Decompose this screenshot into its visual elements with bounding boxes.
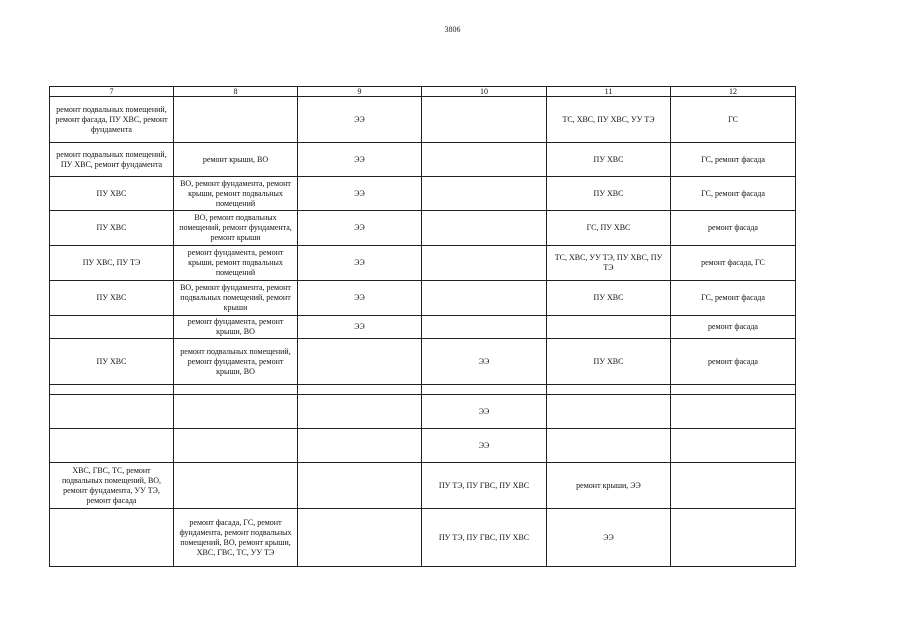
table-cell: ПУ ХВС [50, 177, 174, 211]
table-row [50, 395, 796, 429]
table-cell [298, 429, 422, 463]
table-cell: ЭЭ [298, 97, 422, 143]
column-header: 12 [671, 87, 796, 97]
table-cell [50, 316, 174, 339]
table-cell [671, 509, 796, 567]
table-cell [174, 429, 298, 463]
table-cell: ЭЭ [422, 395, 547, 429]
column-header: 7 [50, 87, 174, 97]
table-cell: ЭЭ [298, 143, 422, 177]
table-cell: ПУ ХВС, ПУ ТЭ [50, 246, 174, 281]
table-cell [422, 211, 547, 246]
table-cell: ремонт фасада [671, 339, 796, 385]
table-cell: ремонт подвальных помещений, ремонт фасада, ПУ ХВС, ремонт фундамента [50, 97, 174, 143]
table-cell: ВО, ремонт фундамента, ремонт крыши, ремонт подвальных помещений [174, 177, 298, 211]
table-cell [298, 463, 422, 509]
table-cell: ПУ ХВС [547, 177, 671, 211]
data-table [49, 86, 796, 567]
table-row [50, 463, 796, 509]
table-cell [422, 385, 547, 395]
table-cell: ГС [671, 97, 796, 143]
table-cell [50, 509, 174, 567]
table-cell: ПУ ТЭ, ПУ ГВС, ПУ ХВС [422, 463, 547, 509]
header-row [50, 87, 796, 97]
table-row [50, 339, 796, 385]
table-cell: ЭЭ [422, 339, 547, 385]
table-cell [298, 385, 422, 395]
table-cell [298, 339, 422, 385]
column-header: 11 [547, 87, 671, 97]
table-cell [671, 385, 796, 395]
table-cell: ПУ ХВС [547, 339, 671, 385]
table-cell [547, 395, 671, 429]
table-row [50, 385, 796, 395]
table-cell: ГС, ПУ ХВС [547, 211, 671, 246]
table-row [50, 509, 796, 567]
table-cell: ЭЭ [298, 177, 422, 211]
table-cell: ПУ ХВС [50, 281, 174, 316]
table-cell: ЭЭ [298, 211, 422, 246]
table-row [50, 211, 796, 246]
table-cell [50, 429, 174, 463]
table-cell: ЭЭ [422, 429, 547, 463]
table-cell [422, 281, 547, 316]
table-row [50, 143, 796, 177]
table-cell: ПУ ТЭ, ПУ ГВС, ПУ ХВС [422, 509, 547, 567]
column-header: 9 [298, 87, 422, 97]
table-cell [671, 429, 796, 463]
table-cell: ремонт фундамента, ремонт крыши, ВО [174, 316, 298, 339]
table-cell [422, 143, 547, 177]
table-cell [671, 395, 796, 429]
table-cell [547, 316, 671, 339]
table-cell [422, 316, 547, 339]
table-cell [298, 395, 422, 429]
table-cell: ВО, ремонт подвальных помещений, ремонт фундамента, ремонт крыши [174, 211, 298, 246]
table-cell: ГС, ремонт фасада [671, 143, 796, 177]
table-cell: ремонт фасада, ГС [671, 246, 796, 281]
table-cell [174, 463, 298, 509]
table-cell: ремонт подвальных помещений, ремонт фундамента, ремонт крыши, ВО [174, 339, 298, 385]
table-cell [422, 246, 547, 281]
table-cell: ТС, ХВС, ПУ ХВС, УУ ТЭ [547, 97, 671, 143]
table-cell: ремонт фасада [671, 211, 796, 246]
table-row [50, 429, 796, 463]
table-row [50, 316, 796, 339]
table-cell [174, 395, 298, 429]
table-cell [547, 429, 671, 463]
table-cell: ТС, ХВС, УУ ТЭ, ПУ ХВС, ПУ ТЭ [547, 246, 671, 281]
table-cell: ПУ ХВС [50, 211, 174, 246]
table-row [50, 177, 796, 211]
table-cell: ХВС, ГВС, ТС, ремонт подвальных помещений, ВО, ремонт фундамента, УУ ТЭ, ремонт фасада [50, 463, 174, 509]
table-cell [298, 509, 422, 567]
table-cell: ЭЭ [298, 281, 422, 316]
table-row [50, 97, 796, 143]
table-cell: ремонт крыши, ВО [174, 143, 298, 177]
table-row [50, 246, 796, 281]
column-header: 8 [174, 87, 298, 97]
table-cell [174, 97, 298, 143]
table-cell: ГС, ремонт фасада [671, 281, 796, 316]
table-cell: ЭЭ [547, 509, 671, 567]
table-cell: ГС, ремонт фасада [671, 177, 796, 211]
table-row [50, 281, 796, 316]
table-cell: ПУ ХВС [547, 281, 671, 316]
table-cell [422, 177, 547, 211]
table-cell: ПУ ХВС [547, 143, 671, 177]
table-cell [547, 385, 671, 395]
table-cell: ремонт фасада [671, 316, 796, 339]
table-cell [174, 385, 298, 395]
column-header: 10 [422, 87, 547, 97]
table-cell [422, 97, 547, 143]
table-cell: ВО, ремонт фундамента, ремонт подвальных помещений, ремонт крыши [174, 281, 298, 316]
table-cell: ремонт фундамента, ремонт крыши, ремонт подвальных помещений [174, 246, 298, 281]
table-cell: ЭЭ [298, 316, 422, 339]
table-cell: ремонт фасада, ГС, ремонт фундамента, ремонт подвальных помещений, ВО, ремонт крыши, ХВС, ГВС, ТС, УУ ТЭ [174, 509, 298, 567]
page-number: 3806 [444, 25, 461, 34]
table-cell: ремонт крыши, ЭЭ [547, 463, 671, 509]
table-cell: ПУ ХВС [50, 339, 174, 385]
table-cell [671, 463, 796, 509]
table-cell: ЭЭ [298, 246, 422, 281]
table-cell: ремонт подвальных помещений, ПУ ХВС, ремонт фундамента [50, 143, 174, 177]
table-cell [50, 385, 174, 395]
table-cell [50, 395, 174, 429]
